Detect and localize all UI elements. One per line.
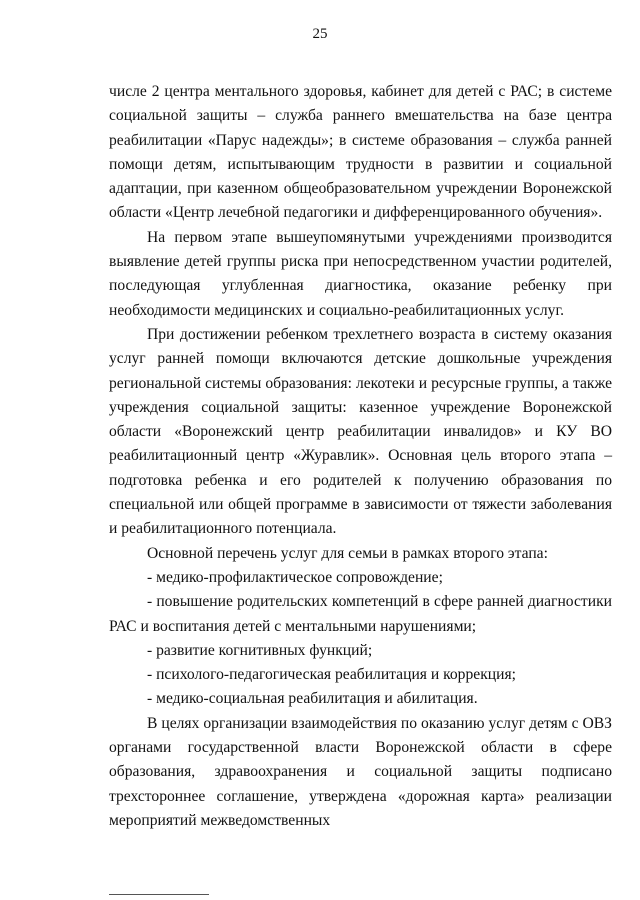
paragraph-services-intro: Основной перечень услуг для семьи в рамках второго этапа: <box>147 544 548 562</box>
list-item-psychological-rehabilitation: - психолого-педагогическая реабилитация и коррекция; <box>147 666 516 684</box>
list-item-parental-competence: - повышение родительских компетенций в сфере ранней диагностики РАС и воспитания детей с ментальными нарушениями; <box>109 593 612 635</box>
paragraph-second-stage: При достижении ребенком трехлетнего возраста в систему оказания услуг ранней помощи включаются детские дошкольные учреждения региональной системы образования: лекотеки и ресурсные группы, а также учреждения социальной защиты: казенное учреждение Воронежской области «Воронежский центр реабилитации инвалидов» и КУ ВО реабилитационный центр «Журавлик». Основная цель второго этапа – подготовка ребенка и его родителей к получению образования по специальной или общей программе в зависимости от тяжести заболевания и реабилитационного потенциала. <box>109 325 612 538</box>
list-item-cognitive-development: - развитие когнитивных функций; <box>147 641 373 659</box>
paragraph-first-stage: На первом этапе вышеупомянутыми учреждениями производится выявление детей группы риска при непосредственном участии родителей, последующая углубленная диагностика, оказание ребенку при необходимости медицинских и социально-реабилитационных услуг. <box>109 228 612 319</box>
list-item-medical-prevention: - медико-профилактическое сопровождение; <box>147 568 443 586</box>
list-item-medical-social-rehabilitation: - медико-социальная реабилитация и абилитация. <box>147 690 478 708</box>
paragraph-continuation: числе 2 центра ментального здоровья, кабинет для детей с РАС; в системе социальной защиты – служба раннего вмешательства на базе центра реабилитации «Парус надежды»; в системе образования – служба ранней помощи детям, испытывающим трудности в развитии и социальной адаптации, при казенном общеобразовательном учреждении Воронежской области «Центр лечебной педагогики и дифференцированного обучения». <box>109 83 612 222</box>
paragraph-interagency-cooperation: В целях организации взаимодействия по оказанию услуг детям с ОВЗ органами государственной власти Воронежской области в сфере образования, здравоохранения и социальной защиты подписано трехстороннее соглашение, утверждена «дорожная карта» реализации мероприятий межведомственных <box>109 714 612 829</box>
footnote-divider <box>109 894 209 895</box>
body-text <box>109 80 612 833</box>
page-number: 25 <box>312 26 328 42</box>
